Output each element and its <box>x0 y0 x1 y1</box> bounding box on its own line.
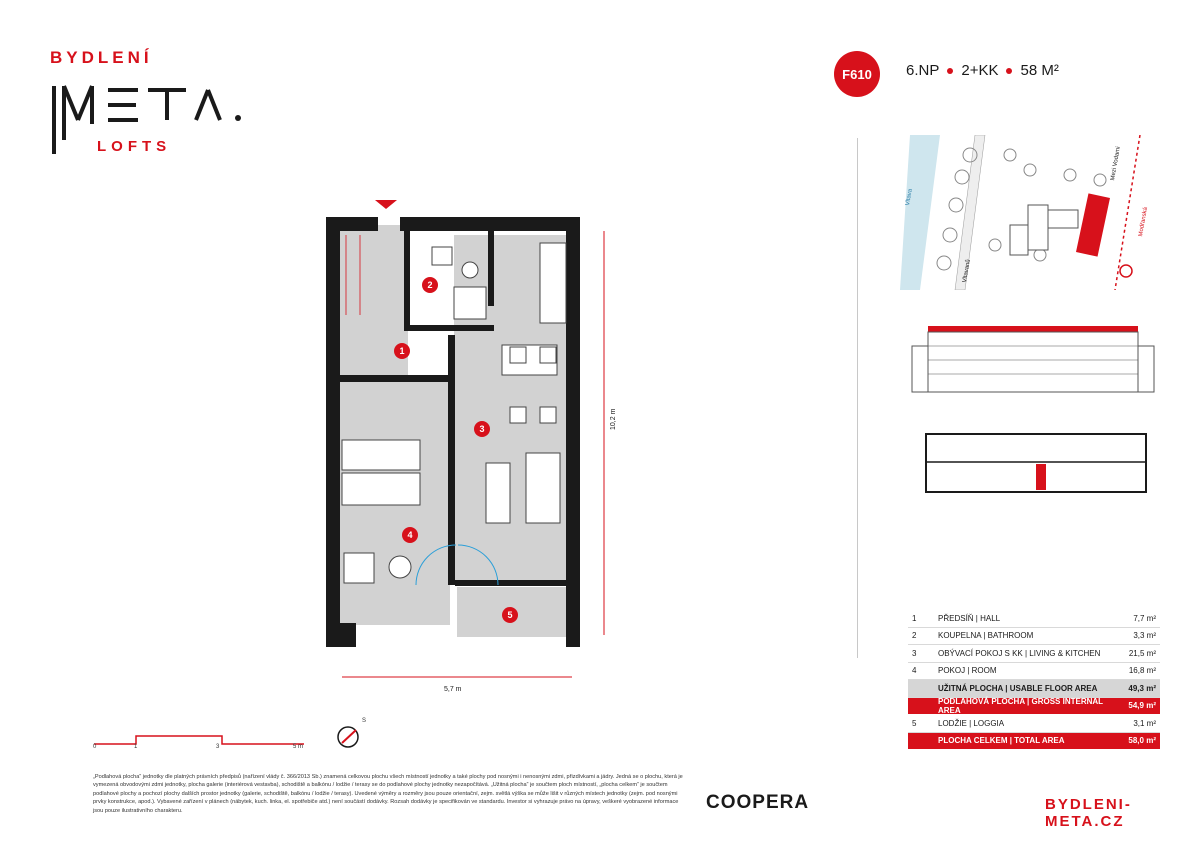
entry-arrow-icon <box>375 200 397 209</box>
legal-footnote: „Podlahová plocha“ jednotky dle platných právních předpisů (nařízení vlády č. 366/2013 Sb.) znamená celkovou plochu všech místností jednotky a také plochy pod nosnými i nenosnými zdmi, přizdívkami a jádry. Jedná se o plochu, která je vymezená obvodovými zdmi jednotky, plocha galerie (interiérová vestavba), schodiště a balkónu / lodžie / terasy se do podlahové plochy jednotky nezapočítává. „Užitná plocha“ je součtem ploch místností, „plocha celkem“ je součtem podlahové plochy a pochozí plochy dalších prostor jednotky (galerie, schodiště, balkónu / lodžie / terasy). Uvedené výměry a rozměry jsou pouze orientační, zejm. světlá výška se může lišit v různých místech jednotky (zejm. pod nosnými prvky konstrukce, apod.). Vybavené zařízení v plánech (nábytek, kuch. linka, el. spotřebiče atd.) není součástí dodávky. Rozsah dodávky je specifikován ve standardu. Investor si vyhrazuje právo na úpravy, veškeré vyobrazené informace jsou pouze ilustrativního charakteru. <box>93 774 683 814</box>
separator-dot <box>947 68 953 74</box>
unit-summary <box>906 62 1059 79</box>
legend-row-hall: 1 PŘEDSÍŇ | HALL 7,7 m² <box>908 610 1160 628</box>
floor-outline <box>924 432 1149 494</box>
street-label-3: Modřanská <box>1138 206 1150 238</box>
separator-dot <box>1006 68 1012 74</box>
room-number-5: 5 <box>507 610 513 620</box>
divider-line <box>857 138 858 658</box>
logo-bottom-text: LOFTS <box>97 138 172 155</box>
room-number-3: 3 <box>479 424 485 434</box>
legend-row-room: 4 POKOJ | ROOM 16,8 m² <box>908 663 1160 681</box>
legend-row-living: 3 OBÝVACÍ POKOJ S KK | LIVING & KITCHEN 21,5 m² <box>908 645 1160 663</box>
legend-row-total-area: PLOCHA CELKEM | TOTAL AREA 58,0 m² <box>908 733 1160 751</box>
scale-label-0: 0 <box>93 744 97 750</box>
height-dimension: 10,2 m <box>610 408 617 430</box>
scale-bar <box>92 726 322 750</box>
website-link[interactable]: BYDLENI-META.CZ <box>1045 796 1132 830</box>
logo-top-text: BYDLENÍ <box>50 48 153 67</box>
scale-label-1: 1 <box>134 744 138 750</box>
room-number-2: 2 <box>427 280 433 290</box>
width-dimension: 5,7 m <box>444 686 462 693</box>
scale-label-5: 5 m <box>293 744 304 750</box>
floor-label: 6.NP <box>906 62 940 79</box>
legend-row-bathroom: 2 KOUPELNA | BATHROOM 3,3 m² <box>908 628 1160 646</box>
area-label: 58 M² <box>1020 62 1059 79</box>
room-number-4: 4 <box>407 530 413 540</box>
area-table <box>908 610 1160 750</box>
developer-logo: COOPERA <box>706 792 810 813</box>
layout-label: 2+KK <box>961 62 999 79</box>
building-elevation <box>908 318 1158 398</box>
scale-label-3: 3 <box>216 744 220 750</box>
compass-label: S <box>362 718 367 724</box>
room-number-1: 1 <box>399 346 405 356</box>
legend-row-usable-area: UŽITNÁ PLOCHA | USABLE FLOOR AREA 49,3 m² <box>908 680 1160 698</box>
legend-row-gross-area: PODLAHOVÁ PLOCHA | GROSS INTERNAL AREA 54,9 m² <box>908 698 1160 716</box>
street-label-1: Vltavanů <box>962 258 972 284</box>
street-label-2: Mezi Vodami <box>1110 146 1122 182</box>
floor-plan <box>320 195 630 695</box>
unit-badge: F610 <box>834 51 880 97</box>
river-label: Vltava <box>905 188 914 207</box>
compass-icon <box>334 722 364 752</box>
legend-row-loggia: 5 LODŽIE | LOGGIA 3,1 m² <box>908 715 1160 733</box>
site-map <box>900 135 1160 290</box>
